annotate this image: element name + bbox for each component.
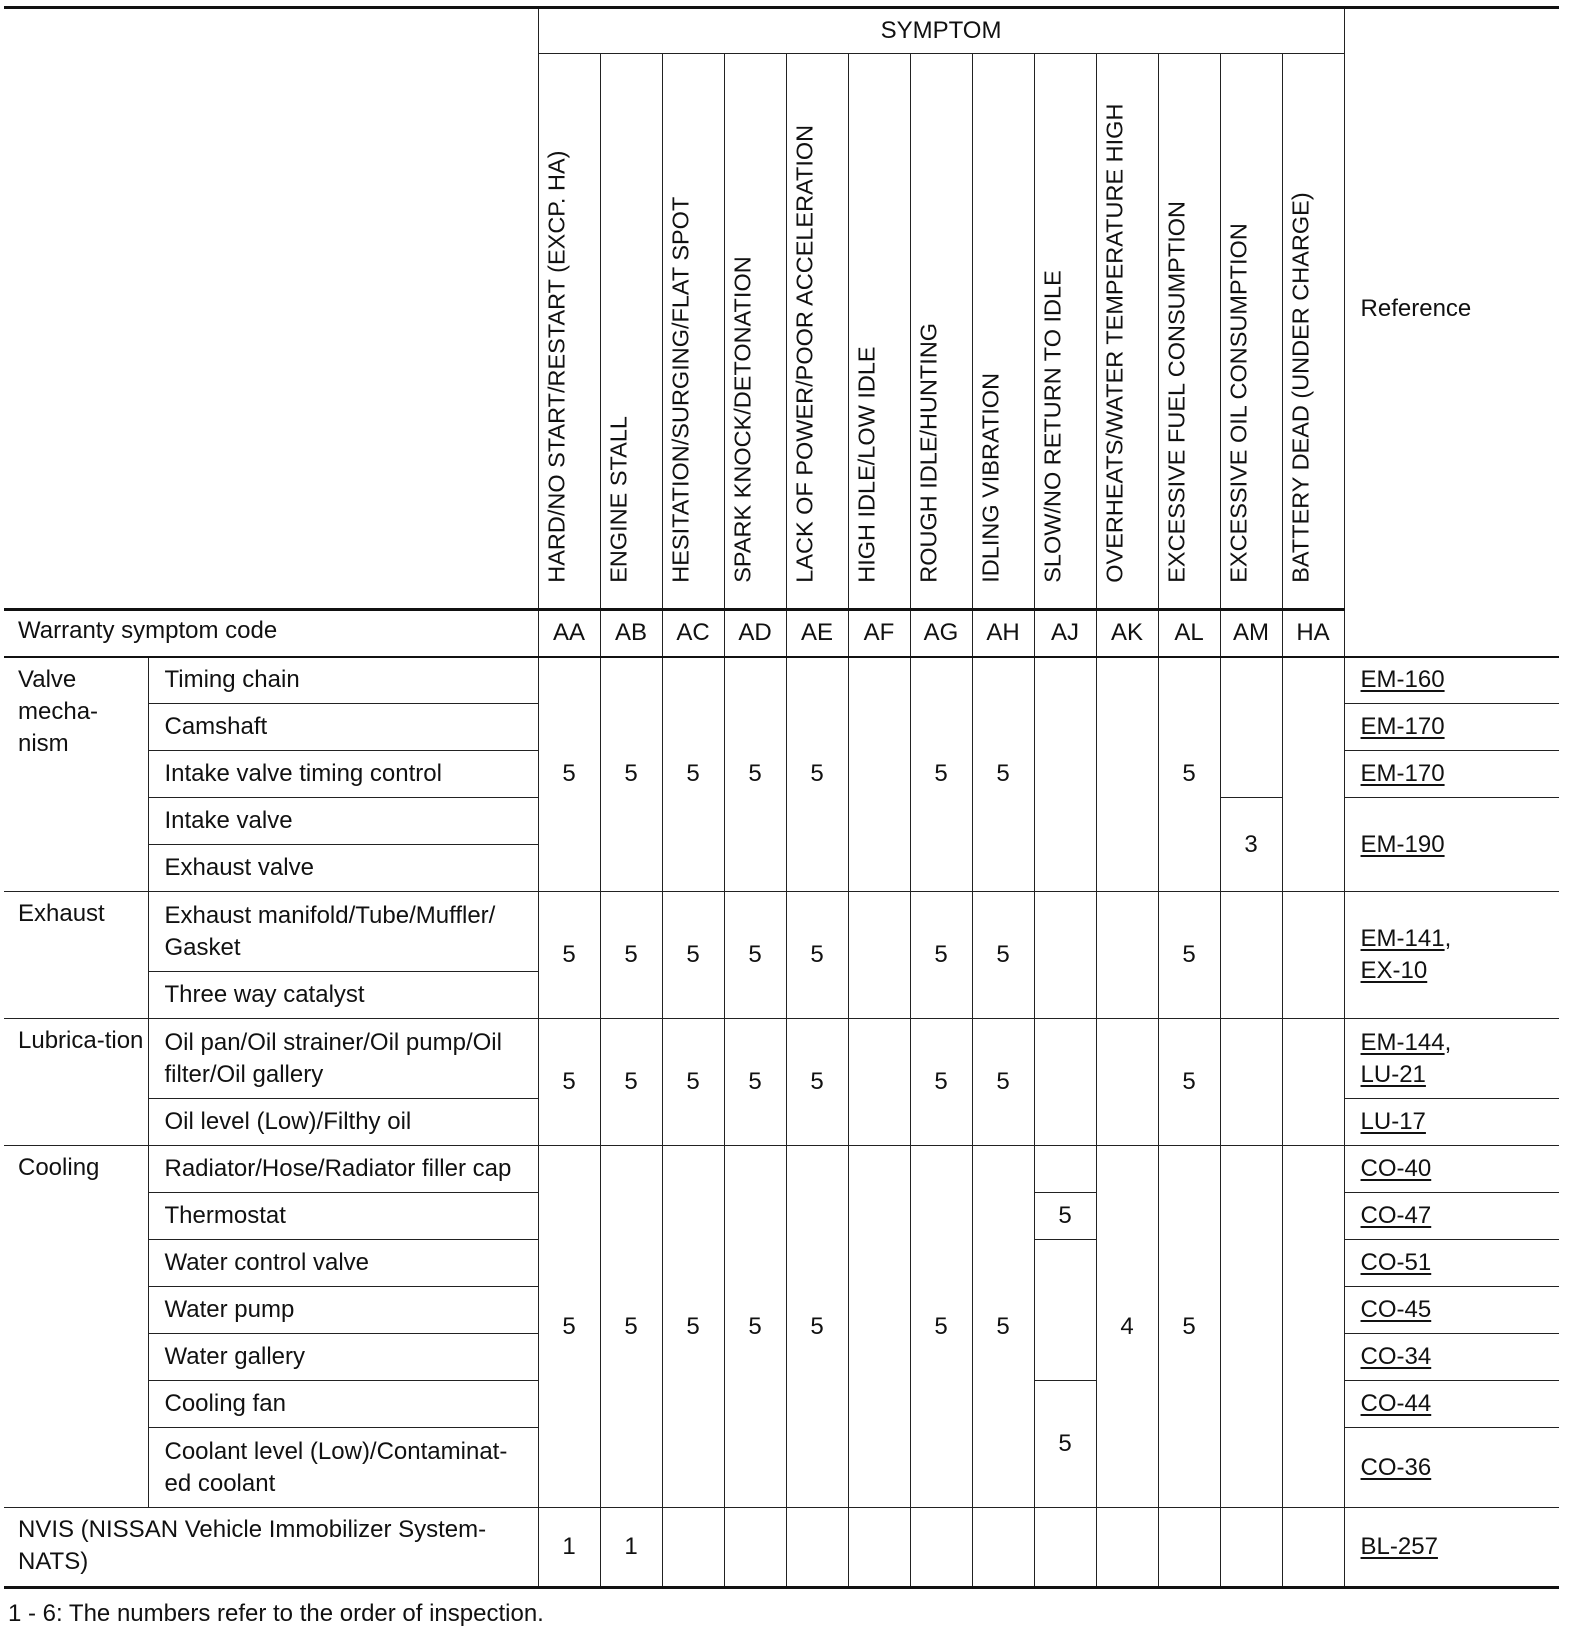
value-cell: 5: [724, 892, 786, 1019]
value-cell: 5: [538, 1019, 600, 1146]
symptom-name: LACK OF POWER/POOR ACCELERATION: [791, 124, 818, 583]
footnote: 1 - 6: The numbers refer to the order of inspection.: [8, 1600, 544, 1627]
value-cell: 4: [1096, 1146, 1158, 1508]
reference-link-cell: EM-144, LU-21: [1344, 1019, 1559, 1099]
value-cell: 1: [600, 1508, 662, 1588]
warranty-code: HA: [1282, 610, 1344, 657]
value-cell: 5: [724, 657, 786, 892]
reference-link[interactable]: EM-190: [1360, 830, 1445, 858]
symptom-header: [848, 54, 910, 610]
value-cell: 5: [538, 1146, 600, 1508]
value-cell: 5: [600, 1019, 662, 1146]
value-cell: [1282, 1508, 1344, 1588]
warranty-code: AH: [972, 610, 1034, 657]
symptom-header: [786, 54, 848, 610]
warranty-code: AG: [910, 610, 972, 657]
value-cell: [848, 1146, 910, 1508]
reference-blank: [1344, 610, 1559, 657]
value-cell: [1220, 1019, 1282, 1146]
symptom-name: SLOW/NO RETURN TO IDLE: [1039, 269, 1066, 583]
value-cell: 5: [600, 892, 662, 1019]
warranty-code-label: Warranty symptom code: [4, 610, 538, 657]
value-cell: [1034, 1508, 1096, 1588]
symptom-header: [1282, 54, 1344, 610]
item-oil-pan: Oil pan/Oil strainer/Oil pump/Oil filter/Oil gallery: [148, 1019, 538, 1099]
symptom-name: HESITATION/SURGING/FLAT SPOT: [667, 196, 694, 583]
reference-link-cell: [1344, 1099, 1559, 1146]
reference-link[interactable]: EM-170: [1360, 713, 1445, 740]
value-cell: [1220, 1508, 1282, 1588]
value-cell: [1096, 1508, 1158, 1588]
value-cell: 5: [972, 1019, 1034, 1146]
value-cell: 5: [910, 1146, 972, 1508]
value-cell: 5: [1034, 1193, 1096, 1240]
reference-link-cell: [1344, 1381, 1559, 1428]
value-cell: [1034, 1240, 1096, 1381]
value-cell: 5: [786, 1019, 848, 1146]
reference-link-cell: [1344, 1508, 1559, 1588]
value-cell: [1096, 657, 1158, 892]
reference-link[interactable]: CO-36: [1360, 1453, 1432, 1481]
reference-link-cell: [1344, 1193, 1559, 1240]
reference-link[interactable]: CO-40: [1360, 1155, 1432, 1182]
item-water-control-valve: Water control valve: [148, 1240, 538, 1287]
value-cell: [1282, 892, 1344, 1019]
value-cell: [972, 1508, 1034, 1588]
symptom-name: HARD/NO START/RESTART (EXCP. HA): [543, 150, 570, 583]
reference-link[interactable]: EM-144: [1360, 1028, 1445, 1056]
reference-link[interactable]: LU-21: [1360, 1060, 1426, 1088]
value-cell: [848, 892, 910, 1019]
reference-link[interactable]: EM-141: [1360, 925, 1445, 952]
value-cell: 5: [1158, 657, 1220, 892]
item-water-pump: Water pump: [148, 1287, 538, 1334]
value-cell: [1034, 1019, 1096, 1146]
warranty-code: AL: [1158, 610, 1220, 657]
value-cell: [848, 657, 910, 892]
reference-header: Reference: [1344, 8, 1559, 610]
group-label-exhaust: Exhaust: [4, 892, 148, 1019]
symptom-header: [1096, 54, 1158, 610]
value-cell: [1096, 1019, 1158, 1146]
reference-link[interactable]: CO-44: [1360, 1390, 1432, 1417]
group-label-lubrication: Lubrica-tion: [4, 1019, 148, 1146]
reference-link[interactable]: EM-160: [1360, 666, 1445, 694]
value-cell: [1220, 657, 1282, 798]
value-cell: [662, 1508, 724, 1588]
item-exhaust-valve: Exhaust valve: [148, 845, 538, 892]
value-cell: 5: [600, 657, 662, 892]
reference-link[interactable]: EX-10: [1360, 957, 1428, 984]
value-cell: 5: [972, 892, 1034, 1019]
blank-header-cell: [4, 8, 538, 610]
value-cell: 5: [786, 892, 848, 1019]
value-cell: 5: [538, 892, 600, 1019]
value-cell: 3: [1220, 798, 1282, 892]
symptom-name: BATTERY DEAD (UNDER CHARGE): [1287, 191, 1314, 583]
value-cell: 5: [972, 657, 1034, 892]
value-cell: [848, 1019, 910, 1146]
value-cell: 5: [1034, 1381, 1096, 1508]
reference-link-cell: [1344, 751, 1559, 798]
value-cell: [786, 1508, 848, 1588]
value-cell: 5: [1158, 1019, 1220, 1146]
value-cell: 5: [662, 892, 724, 1019]
value-cell: [1034, 1146, 1096, 1193]
reference-link-cell: EM-141, EX-10: [1344, 892, 1559, 1019]
reference-link-cell: [1344, 1146, 1559, 1193]
value-cell: [724, 1508, 786, 1588]
symptom-group-header: SYMPTOM: [538, 8, 1344, 54]
symptom-name: ENGINE STALL: [605, 415, 632, 583]
group-label-valve-mechanism: Valve mecha-nism: [4, 657, 148, 892]
value-cell: [848, 1508, 910, 1588]
reference-link[interactable]: CO-47: [1360, 1202, 1432, 1229]
symptom-name: IDLING VIBRATION: [977, 372, 1004, 583]
symptom-header: [910, 54, 972, 610]
item-oil-level: Oil level (Low)/Filthy oil: [148, 1099, 538, 1146]
symptom-header: [724, 54, 786, 610]
warranty-code: AJ: [1034, 610, 1096, 657]
reference-link[interactable]: BL-257: [1360, 1533, 1438, 1560]
item-cooling-fan: Cooling fan: [148, 1381, 538, 1428]
value-cell: 5: [786, 657, 848, 892]
value-cell: 5: [910, 892, 972, 1019]
warranty-code: AD: [724, 610, 786, 657]
item-thermostat: Thermostat: [148, 1193, 538, 1240]
value-cell: 5: [662, 1146, 724, 1508]
symptom-name: ROUGH IDLE/HUNTING: [915, 322, 942, 583]
symptom-name: EXCESSIVE OIL CONSUMPTION: [1225, 222, 1252, 583]
value-cell: [1158, 1508, 1220, 1588]
value-cell: 5: [724, 1146, 786, 1508]
value-cell: 5: [724, 1019, 786, 1146]
reference-link-cell: [1344, 657, 1559, 704]
reference-link-cell: [1344, 1334, 1559, 1381]
item-camshaft: Camshaft: [148, 704, 538, 751]
symptom-header: [972, 54, 1034, 610]
symptom-header: [600, 54, 662, 610]
reference-link[interactable]: CO-45: [1360, 1296, 1432, 1323]
symptom-header: [1220, 54, 1282, 610]
warranty-code: AM: [1220, 610, 1282, 657]
symptom-header: [662, 54, 724, 610]
symptom-name: HIGH IDLE/LOW IDLE: [853, 345, 880, 583]
value-cell: [910, 1508, 972, 1588]
group-label-nvis: NVIS (NISSAN Vehicle Immobilizer System-NATS): [4, 1508, 538, 1588]
warranty-code: AF: [848, 610, 910, 657]
value-cell: 5: [910, 1019, 972, 1146]
value-cell: 5: [538, 657, 600, 892]
warranty-code: AE: [786, 610, 848, 657]
reference-link-cell: [1344, 798, 1559, 892]
item-timing-chain: Timing chain: [148, 657, 538, 704]
symptom-header: [538, 54, 600, 610]
value-cell: [1034, 657, 1096, 892]
group-label-cooling: Cooling: [4, 1146, 148, 1508]
symptom-name: EXCESSIVE FUEL CONSUMPTION: [1163, 200, 1190, 583]
symptom-header: [1158, 54, 1220, 610]
warranty-code: AB: [600, 610, 662, 657]
item-three-way-catalyst: Three way catalyst: [148, 972, 538, 1019]
value-cell: [1220, 1146, 1282, 1508]
reference-link[interactable]: CO-51: [1360, 1249, 1432, 1276]
value-cell: 1: [538, 1508, 600, 1588]
value-cell: [1220, 892, 1282, 1019]
item-coolant-level: Coolant level (Low)/Contaminat-ed coolant: [148, 1428, 538, 1508]
value-cell: [1034, 892, 1096, 1019]
warranty-code: AC: [662, 610, 724, 657]
value-cell: 5: [972, 1146, 1034, 1508]
symptom-header: [1034, 54, 1096, 610]
value-cell: 5: [662, 657, 724, 892]
value-cell: [1282, 657, 1344, 892]
reference-link[interactable]: CO-34: [1360, 1343, 1432, 1370]
item-exhaust-manifold: Exhaust manifold/Tube/Muffler/ Gasket: [148, 892, 538, 972]
item-intake-valve: Intake valve: [148, 798, 538, 845]
value-cell: [1282, 1019, 1344, 1146]
value-cell: [1096, 892, 1158, 1019]
value-cell: 5: [1158, 1146, 1220, 1508]
reference-link[interactable]: LU-17: [1360, 1108, 1426, 1135]
symptom-matrix-table: [4, 6, 1559, 1589]
reference-link[interactable]: EM-170: [1360, 760, 1445, 787]
item-water-gallery: Water gallery: [148, 1334, 538, 1381]
warranty-code: AK: [1096, 610, 1158, 657]
reference-link-cell: [1344, 1428, 1559, 1508]
item-intake-valve-timing-control: Intake valve timing control: [148, 751, 538, 798]
reference-link-cell: [1344, 1240, 1559, 1287]
symptom-name: OVERHEATS/WATER TEMPERATURE HIGH: [1101, 103, 1128, 583]
reference-link-cell: [1344, 704, 1559, 751]
value-cell: 5: [786, 1146, 848, 1508]
value-cell: [1282, 1146, 1344, 1508]
value-cell: 5: [910, 657, 972, 892]
value-cell: 5: [1158, 892, 1220, 1019]
warranty-code: AA: [538, 610, 600, 657]
reference-link-cell: [1344, 1287, 1559, 1334]
value-cell: 5: [662, 1019, 724, 1146]
item-radiator: Radiator/Hose/Radiator filler cap: [148, 1146, 538, 1193]
symptom-name: SPARK KNOCK/DETONATION: [729, 255, 756, 583]
value-cell: 5: [600, 1146, 662, 1508]
